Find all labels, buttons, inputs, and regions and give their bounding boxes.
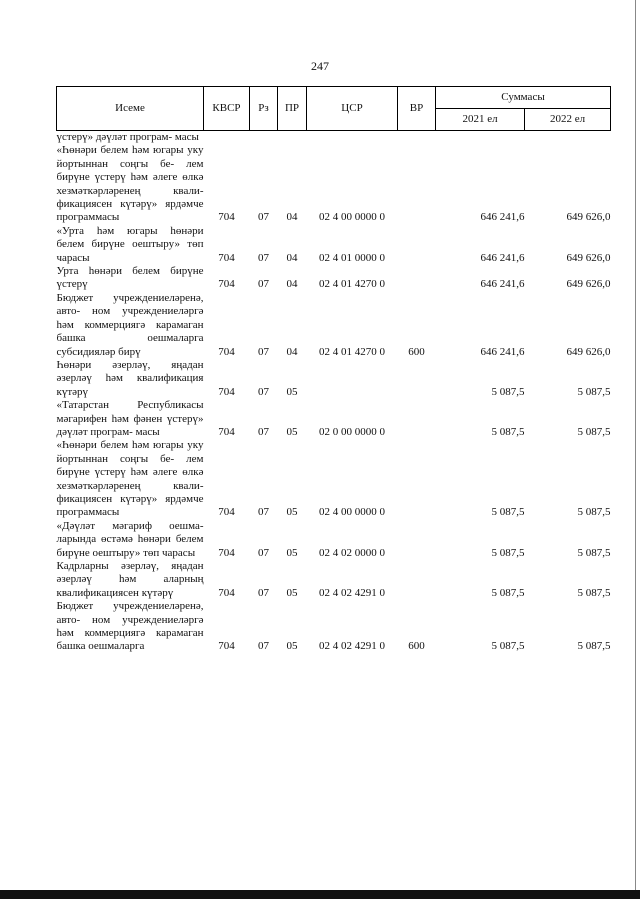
row-pr: 05 — [286, 546, 298, 559]
row-csr: 02 4 01 4270 0 — [319, 278, 385, 291]
header-rz: Рз — [250, 87, 278, 131]
row-kvsr: 704 — [218, 278, 235, 291]
row-sum-2022: 649 626,0 — [566, 345, 611, 358]
page-number: 247 — [311, 59, 329, 73]
table-body — [57, 131, 611, 654]
table-row — [57, 265, 611, 292]
row-kvsr: 704 — [218, 385, 235, 398]
table-row — [57, 439, 611, 519]
row-sum-2021: 5 087,5 — [491, 506, 525, 519]
row-sum-2022: 649 626,0 — [566, 251, 611, 264]
row-name: үстерү» дәүләт програм- масы — [56, 131, 199, 143]
row-rz: 07 — [258, 251, 269, 264]
row-kvsr: 704 — [218, 586, 235, 599]
row-pr: 04 — [286, 211, 298, 224]
table-row — [57, 131, 611, 145]
header-year-2022: 2022 ел — [525, 109, 611, 131]
row-sum-2022 — [525, 131, 611, 145]
table-row — [57, 600, 611, 654]
row-sum-2021: 646 241,6 — [480, 251, 525, 264]
row-vr — [398, 439, 436, 519]
row-rz: 07 — [258, 586, 269, 599]
header-year-2021: 2021 ел — [436, 109, 525, 131]
row-rz: 07 — [258, 385, 269, 398]
row-pr: 05 — [286, 586, 298, 599]
header-sum: Суммасы — [436, 87, 611, 109]
header-vr: ВР — [398, 87, 436, 131]
table-row — [57, 520, 611, 560]
row-csr: 02 0 00 0000 0 — [319, 425, 385, 438]
row-rz: 07 — [258, 211, 269, 224]
row-kvsr: 704 — [218, 425, 235, 438]
header-name: Исеме — [57, 87, 204, 131]
table-row — [57, 359, 611, 399]
row-vr — [398, 131, 436, 145]
row-sum-2021: 646 241,6 — [480, 211, 525, 224]
row-csr: 02 4 02 4291 0 — [319, 586, 385, 599]
row-vr — [398, 399, 436, 439]
row-pr: 04 — [286, 251, 298, 264]
budget-table — [56, 86, 611, 654]
row-sum-2021: 5 087,5 — [491, 586, 525, 599]
row-rz: 07 — [258, 425, 269, 438]
row-pr: 05 — [286, 385, 298, 398]
row-kvsr: 704 — [218, 506, 235, 519]
row-kvsr: 704 — [218, 640, 235, 653]
row-sum-2021: 5 087,5 — [491, 425, 525, 438]
row-csr: 02 4 02 0000 0 — [319, 546, 385, 559]
row-vr — [398, 359, 436, 399]
row-kvsr: 704 — [218, 251, 235, 264]
row-kvsr: 704 — [218, 211, 235, 224]
row-sum-2021: 5 087,5 — [491, 546, 525, 559]
row-name: «Һөнәри белем һәм югары уку йортыннан соңгы бе- лем бирүне үстерү һәм әлеге өлкә хезмәткәрләренең квали- фикациясен күтәрү» ярдәмче программасы — [56, 439, 204, 519]
row-name: Бюджет учреждениеләренә, авто- ном учреждениеләргә һәм коммерциягә карамаган башка оешмаларга субсидияләр бирү — [56, 291, 204, 358]
row-sum-2021: 5 087,5 — [491, 385, 525, 398]
row-name: Урта һөнәри белем бирүне үстерү — [56, 265, 204, 291]
header-csr: ЦСР — [307, 87, 398, 131]
header-kvsr: КВСР — [204, 87, 250, 131]
row-sum-2022: 5 087,5 — [577, 586, 611, 599]
row-name: «Һөнәри белем һәм югары уку йортыннан соңгы бе- лем бирүне үстерү һәм әлеге өлкә хезмәткәрләренең квали- фикациясен күтәрү» ярдәмче программасы — [56, 144, 204, 224]
row-vr: 600 — [408, 345, 425, 358]
row-sum-2021: 5 087,5 — [491, 640, 525, 653]
row-sum-2022: 5 087,5 — [577, 640, 611, 653]
row-kvsr — [204, 131, 250, 145]
row-vr — [398, 144, 436, 224]
table-row — [57, 560, 611, 600]
row-name: «Урта һәм югары һөнәри белем бирүне оештыру» төп чарасы — [56, 224, 204, 264]
row-sum-2022: 5 087,5 — [577, 425, 611, 438]
row-csr: 02 4 02 4291 0 — [319, 640, 385, 653]
row-vr — [398, 520, 436, 560]
row-csr — [307, 359, 398, 399]
table-row — [57, 292, 611, 359]
header-pr: ПР — [278, 87, 307, 131]
row-kvsr: 704 — [218, 546, 235, 559]
row-vr — [398, 265, 436, 292]
row-rz: 07 — [258, 345, 269, 358]
row-name: Һөнәри әзерләү, яңадан әзерләү һәм квалификация күтәрү — [56, 358, 204, 398]
row-pr: 05 — [286, 640, 298, 653]
row-sum-2021: 646 241,6 — [480, 278, 525, 291]
row-csr: 02 4 00 0000 0 — [319, 506, 385, 519]
row-rz: 07 — [258, 278, 269, 291]
row-sum-2022: 5 087,5 — [577, 385, 611, 398]
row-pr — [278, 131, 307, 145]
scan-bottom-bar — [0, 890, 640, 899]
row-pr: 04 — [286, 345, 298, 358]
row-sum-2022: 5 087,5 — [577, 546, 611, 559]
table-row — [57, 399, 611, 439]
row-rz: 07 — [258, 506, 269, 519]
row-name: Бюджет учреждениеләренә, авто- ном учреждениеләргә һәм коммерциягә карамаган башка оешмаларга — [56, 600, 204, 653]
row-sum-2022: 649 626,0 — [566, 211, 611, 224]
row-name: Кадрларны әзерләү, яңадан әзерләү һәм аларның квалификациясен күтәрү — [56, 560, 204, 599]
row-sum-2022: 649 626,0 — [566, 278, 611, 291]
table-row — [57, 144, 611, 224]
row-csr: 02 4 00 0000 0 — [319, 211, 385, 224]
row-rz — [250, 131, 278, 145]
row-sum-2022: 5 087,5 — [577, 506, 611, 519]
row-csr: 02 4 01 4270 0 — [319, 345, 385, 358]
row-name: «Татарстан Республикасы мәгарифен һәм фәнен үстерү» дәүләт програм- масы — [56, 399, 204, 438]
row-pr: 05 — [286, 425, 298, 438]
row-rz: 07 — [258, 546, 269, 559]
row-sum-2021: 646 241,6 — [480, 345, 525, 358]
row-vr — [398, 560, 436, 600]
row-kvsr: 704 — [218, 345, 235, 358]
row-vr: 600 — [408, 640, 425, 653]
scan-edge-line — [635, 0, 636, 890]
row-rz: 07 — [258, 640, 269, 653]
row-name: «Дәүләт мәгариф оешма- ларында өстәмә һөнәри белем бирүне оештыру» төп чарасы — [56, 519, 204, 559]
row-pr: 05 — [286, 506, 298, 519]
row-csr — [307, 131, 398, 145]
table-row — [57, 225, 611, 265]
row-vr — [398, 225, 436, 265]
row-sum-2021 — [436, 131, 525, 145]
row-pr: 04 — [286, 278, 298, 291]
row-csr: 02 4 01 0000 0 — [319, 251, 385, 264]
